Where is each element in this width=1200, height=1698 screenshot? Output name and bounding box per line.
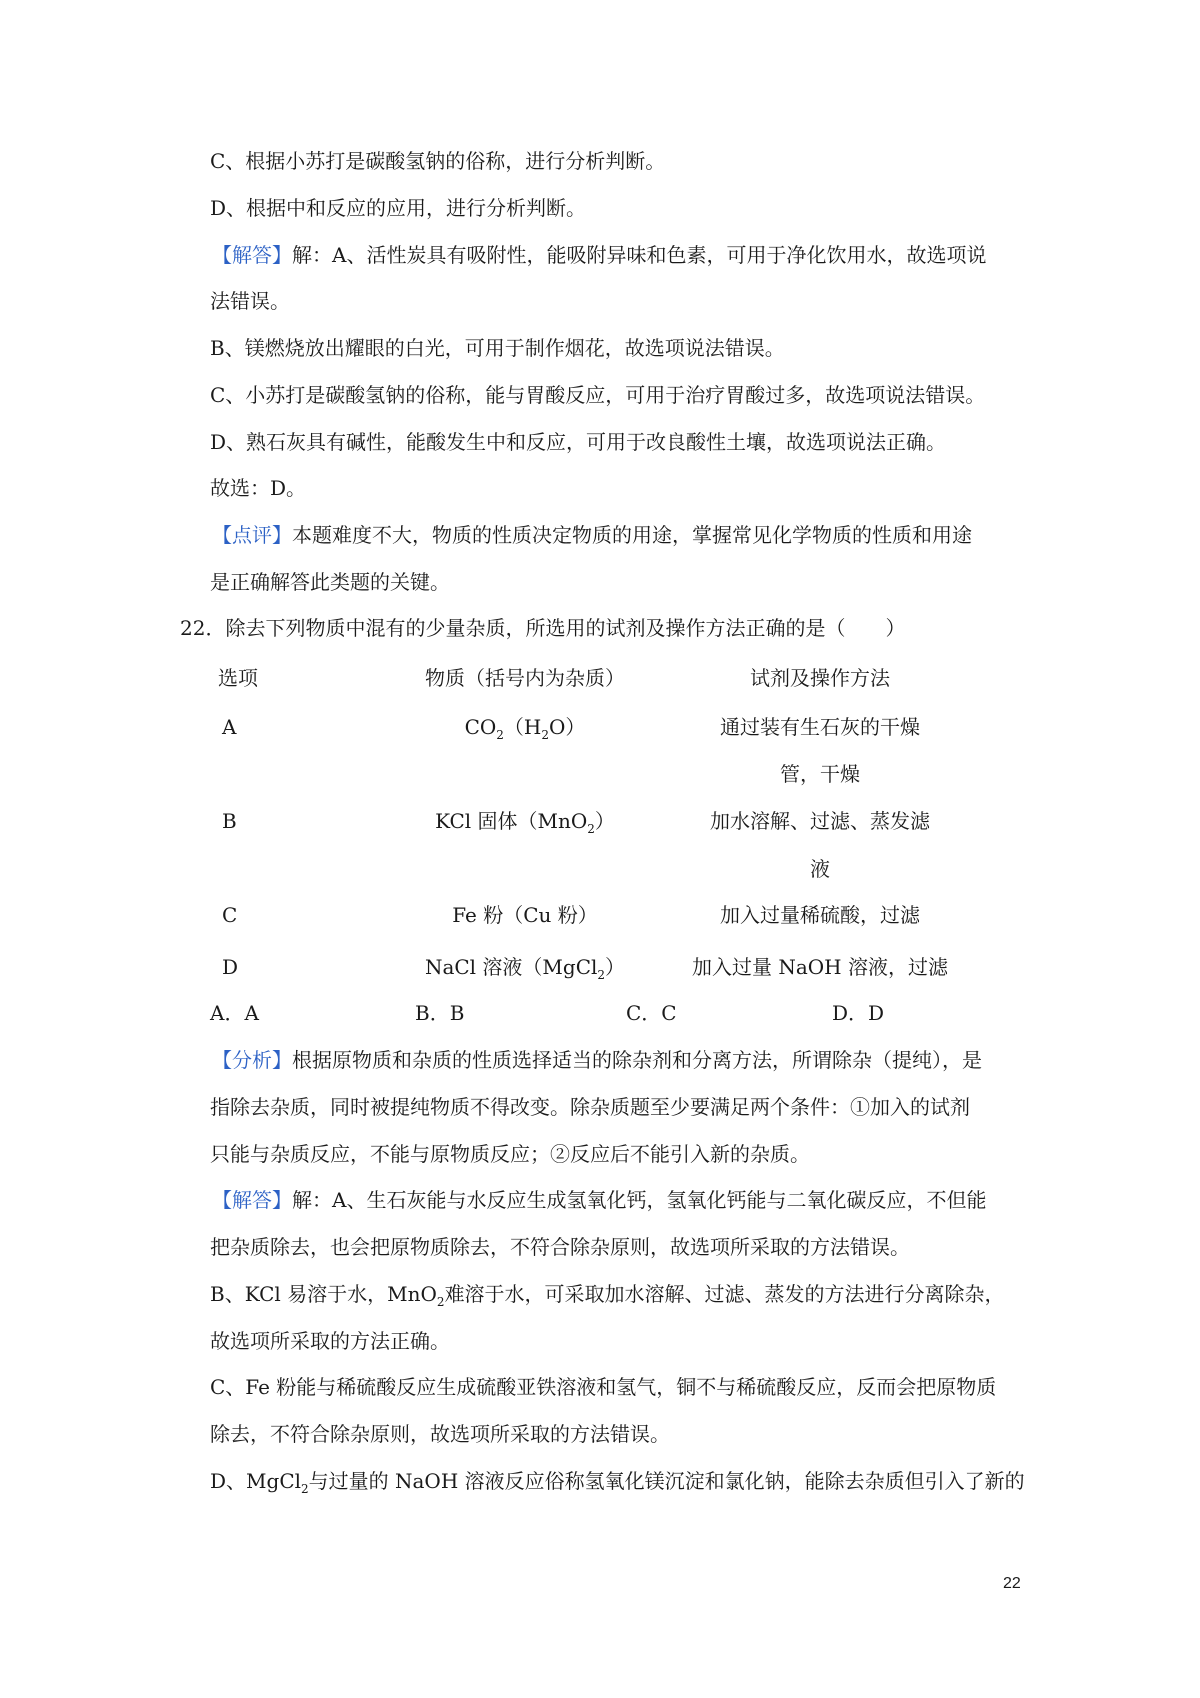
choice-line: 故选：D。 (210, 476, 307, 500)
option-d: D．D (832, 1001, 885, 1025)
q22-answer-line-d1: D、MgCl$_2$与过量的 NaOH 溶液反应俗称氢氧化镁沉淀和氯化钠，能除去杂质但引入了新的 (210, 1469, 1025, 1496)
table-row-c-substance: Fe 粉（Cu 粉） (452, 903, 598, 927)
table-row-c-method: 加入过量稀硫酸，过滤 (720, 903, 920, 927)
table-row-a-method-1: 通过装有生石灰的干燥 (720, 715, 920, 739)
table-row-b-option: B (222, 809, 237, 833)
q22-answer-tag: 【解答】 (212, 1188, 292, 1212)
answer-line-d: D、熟石灰具有碱性，能酸发生中和反应，可用于改良酸性土壤，故选项说法正确。 (210, 430, 947, 454)
table-row-d-substance: NaCl 溶液（MgCl$_2$） (424, 955, 626, 982)
table-row-d-option: D (222, 955, 239, 979)
q22-answer-line-c2: 除去，不符合除杂原则，故选项所采取的方法错误。 (210, 1422, 670, 1446)
table-header-substance: 物质（括号内为杂质） (425, 666, 625, 690)
answer-line-c: C、小苏打是碳酸氢钠的俗称，能与胃酸反应，可用于治疗胃酸过多，故选项说法错误。 (210, 383, 986, 407)
q22-answer-line-a1: 【解答】解：A、生石灰能与水反应生成氢氧化钙，氢氧化钙能与二氧化碳反应，不但能 (212, 1188, 987, 1212)
table-row-a-option: A (222, 715, 237, 739)
table-row-b-method-1: 加水溶解、过滤、蒸发滤 (710, 809, 930, 833)
q22-analysis-line-3: 只能与杂质反应，不能与原物质反应；②反应后不能引入新的杂质。 (210, 1142, 810, 1166)
q22-analysis-line-2: 指除去杂质，同时被提纯物质不得改变。除杂质题至少要满足两个条件：①加入的试剂 (210, 1095, 970, 1119)
q22-answer-line-b1: B、KCl 易溶于水，MnO$_2$难溶于水，可采取加水溶解、过滤、蒸发的方法进行分离除杂， (210, 1282, 1005, 1309)
comment-line-2: 是正确解答此类题的关键。 (210, 570, 450, 594)
q22-answer-line-c1: C、Fe 粉能与稀硫酸反应生成硫酸亚铁溶液和氢气，铜不与稀硫酸反应，反而会把原物质 (210, 1375, 997, 1399)
q22-answer-line-a2: 把杂质除去，也会把原物质除去，不符合除杂原则，故选项所采取的方法错误。 (210, 1235, 910, 1259)
page-number: 22 (1003, 1575, 1021, 1592)
q22-analysis-line-1: 【分析】根据原物质和杂质的性质选择适当的除杂剂和分离方法，所谓除杂（提纯），是 (212, 1048, 982, 1072)
comment-line-1: 【点评】本题难度不大，物质的性质决定物质的用途，掌握常见化学物质的性质和用途 (212, 523, 972, 547)
table-row-c-option: C (222, 903, 238, 927)
table-header-option: 选项 (218, 666, 258, 690)
q22-analysis-tag: 【分析】 (212, 1048, 292, 1072)
table-row-b-substance: KCl 固体（MnO$_2$） (435, 809, 615, 836)
table-row-a-method-2: 管，干燥 (780, 762, 860, 786)
analysis-line-d: D、根据中和反应的应用，进行分析判断。 (210, 196, 587, 220)
question-stem: 22．除去下列物质中混有的少量杂质，所选用的试剂及操作方法正确的是（ ） (180, 616, 906, 640)
comment-tag: 【点评】 (212, 523, 292, 547)
answer-line-b: B、镁燃烧放出耀眼的白光，可用于制作烟花，故选项说法错误。 (210, 336, 785, 360)
answer-tag: 【解答】 (212, 243, 292, 267)
table-header-method: 试剂及操作方法 (750, 666, 890, 690)
option-b: B．B (415, 1001, 465, 1025)
option-c: C．C (626, 1001, 677, 1025)
table-row-d-method: 加入过量 NaOH 溶液，过滤 (692, 955, 948, 979)
analysis-line-c: C、根据小苏打是碳酸氢钠的俗称，进行分析判断。 (210, 149, 666, 173)
table-row-a-substance: $CO_2(H_2O)$ (464, 715, 586, 742)
q22-answer-line-b2: 故选项所采取的方法正确。 (210, 1329, 450, 1353)
answer-line-a2: 法错误。 (210, 289, 290, 313)
table-row-b-method-2: 液 (810, 857, 830, 881)
answer-line-a1: 【解答】解：A、活性炭具有吸附性，能吸附异味和色素，可用于净化饮用水，故选项说 (212, 243, 987, 267)
option-a: A．A (210, 1001, 259, 1025)
